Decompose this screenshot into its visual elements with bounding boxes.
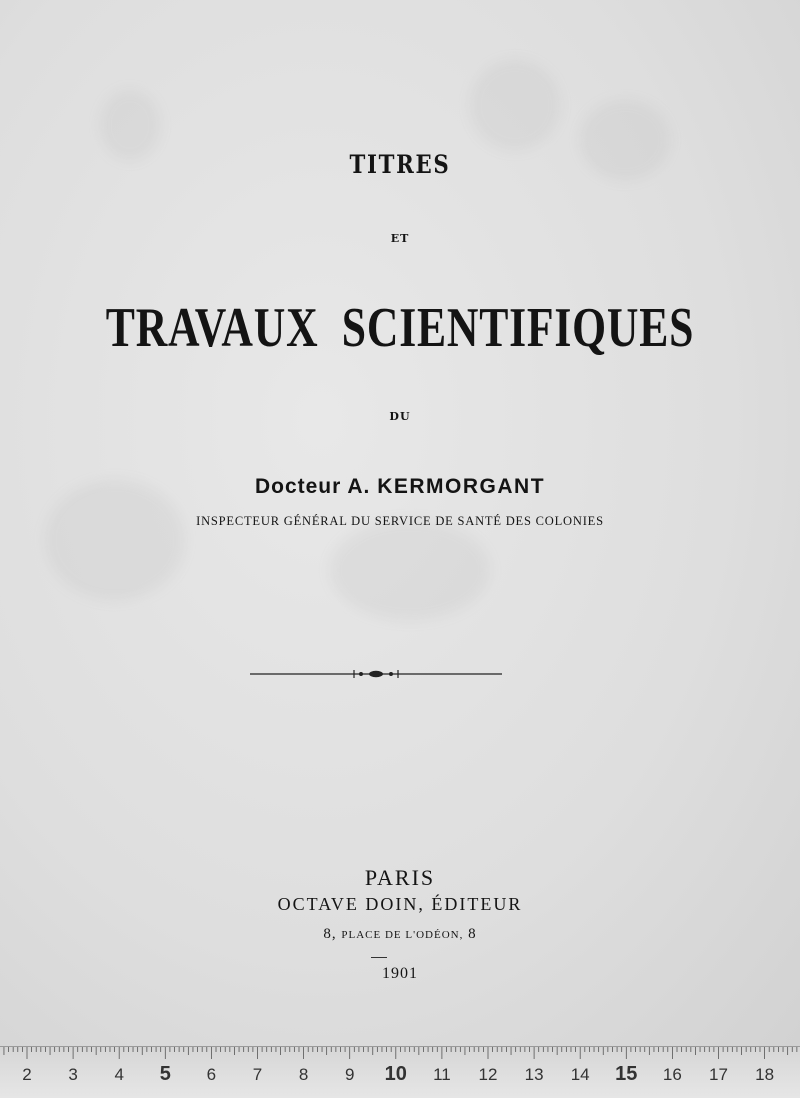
ruler-number: 6 <box>206 1065 217 1084</box>
title-top: TITRES <box>349 150 451 179</box>
author-name: KERMORGANT <box>377 475 546 498</box>
author-line <box>0 475 800 499</box>
ruler-number: 15 <box>615 1063 638 1085</box>
ruler-number: 7 <box>252 1065 263 1084</box>
ruler-number: 12 <box>478 1065 498 1084</box>
ruler-number: 18 <box>755 1065 775 1084</box>
connector-et: ET <box>390 232 410 245</box>
publisher-address <box>0 926 800 943</box>
short-rule <box>371 957 387 958</box>
main-title: TRAVAUX SCIENTIFIQUES <box>105 297 695 359</box>
connector-du: DU <box>389 410 411 423</box>
ruler-number: 11 <box>433 1065 451 1084</box>
ornament-divider <box>250 664 502 684</box>
ruler-number: 8 <box>298 1065 309 1084</box>
ruler-number: 4 <box>114 1065 124 1084</box>
address-street: PLACE DE L'ODÉON, <box>341 929 464 941</box>
author-prefix: Docteur A. <box>254 475 371 498</box>
ruler-number: 5 <box>159 1063 171 1085</box>
ruler-number: 14 <box>570 1065 590 1084</box>
city: PARIS <box>364 865 436 890</box>
publication-year: 1901 <box>382 965 418 982</box>
ruler-number: 2 <box>22 1065 32 1084</box>
ruler-number: 3 <box>68 1065 78 1084</box>
ruler-number: 9 <box>344 1065 355 1084</box>
ruler-number: 17 <box>709 1065 728 1084</box>
ruler-number: 10 <box>384 1063 407 1085</box>
address-end: 8 <box>468 926 477 942</box>
measuring-ruler <box>0 1046 800 1098</box>
ruler-number: 13 <box>524 1065 544 1084</box>
address-number: 8, <box>323 926 337 942</box>
ruler-number: 16 <box>662 1065 682 1084</box>
author-role: INSPECTEUR GÉNÉRAL DU SERVICE DE SANTÉ DES COLONIES <box>196 514 604 528</box>
publisher: OCTAVE DOIN, ÉDITEUR <box>277 894 523 914</box>
